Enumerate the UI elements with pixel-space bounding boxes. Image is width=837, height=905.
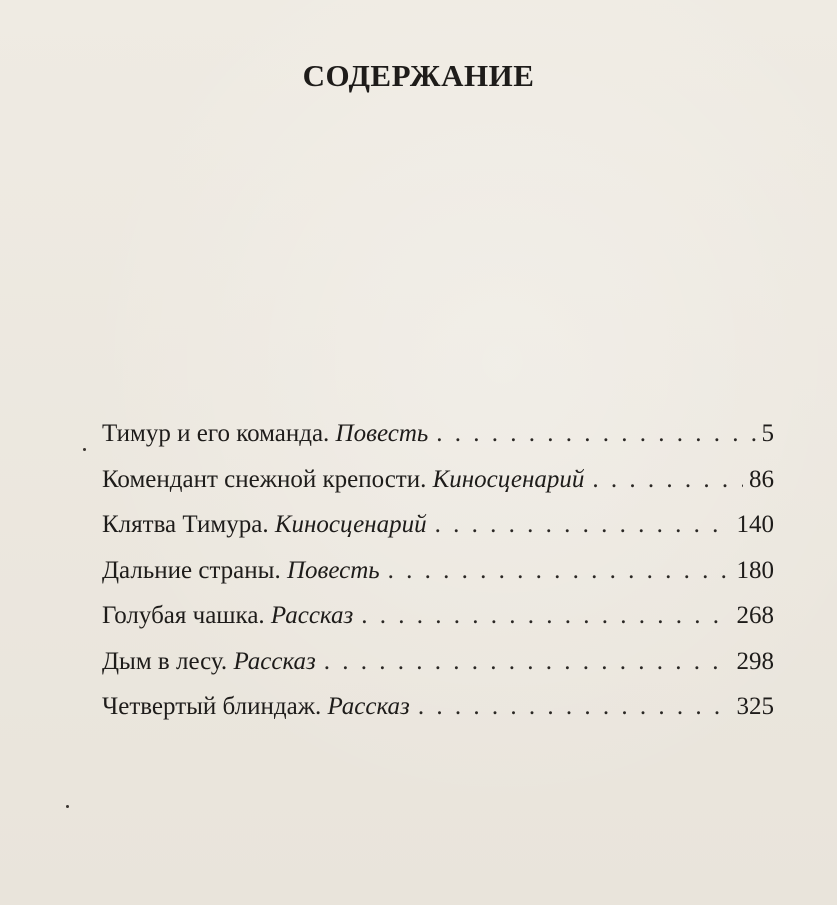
dot-leader	[435, 511, 731, 539]
page-title: СОДЕРЖАНИЕ	[302, 58, 535, 93]
paper-speck	[66, 805, 69, 808]
entry-title: Четвертый блиндаж. Рассказ	[102, 693, 410, 720]
entry-title: Дальние страны. Повесть	[102, 556, 380, 584]
entry-title: Дым в лесу. Рассказ	[102, 647, 316, 675]
entry-genre: Киносценарий	[274, 511, 427, 538]
toc-entry	[102, 420, 774, 466]
entry-genre: Повесть	[286, 556, 380, 584]
dot-leader	[592, 466, 743, 494]
dot-leader	[418, 693, 731, 721]
toc-entry	[102, 693, 774, 739]
entry-page-number: 325	[736, 693, 774, 720]
table-of-contents	[102, 420, 774, 739]
dot-leader	[436, 420, 755, 448]
entry-page-number: 298	[736, 647, 774, 675]
entry-page-number: 268	[736, 602, 774, 629]
entry-genre: Рассказ	[233, 647, 316, 675]
toc-entry	[102, 648, 774, 694]
toc-entry	[102, 557, 774, 603]
dot-leader	[388, 557, 731, 585]
entry-genre: Рассказ	[327, 693, 410, 720]
entry-title: Комендант снежной крепости. Киносценарий	[102, 465, 585, 493]
entry-title: Голубая чашка. Рассказ	[102, 602, 354, 629]
entry-page-number: 140	[736, 511, 774, 538]
entry-page-number: 86	[749, 465, 774, 493]
entry-genre: Киносценарий	[432, 465, 585, 493]
toc-entry	[102, 602, 774, 648]
paper-speck	[83, 448, 86, 451]
entry-page-number: 5	[761, 420, 774, 447]
entry-genre: Повесть	[335, 420, 429, 447]
dot-leader	[324, 648, 731, 676]
toc-entry	[102, 466, 774, 512]
entry-title: Тимур и его команда. Повесть	[102, 420, 429, 447]
entry-page-number: 180	[736, 556, 774, 584]
dot-leader	[361, 602, 730, 630]
entry-genre: Рассказ	[270, 602, 354, 629]
toc-entry	[102, 511, 774, 557]
entry-title: Клятва Тимура. Киносценарий	[102, 511, 427, 538]
